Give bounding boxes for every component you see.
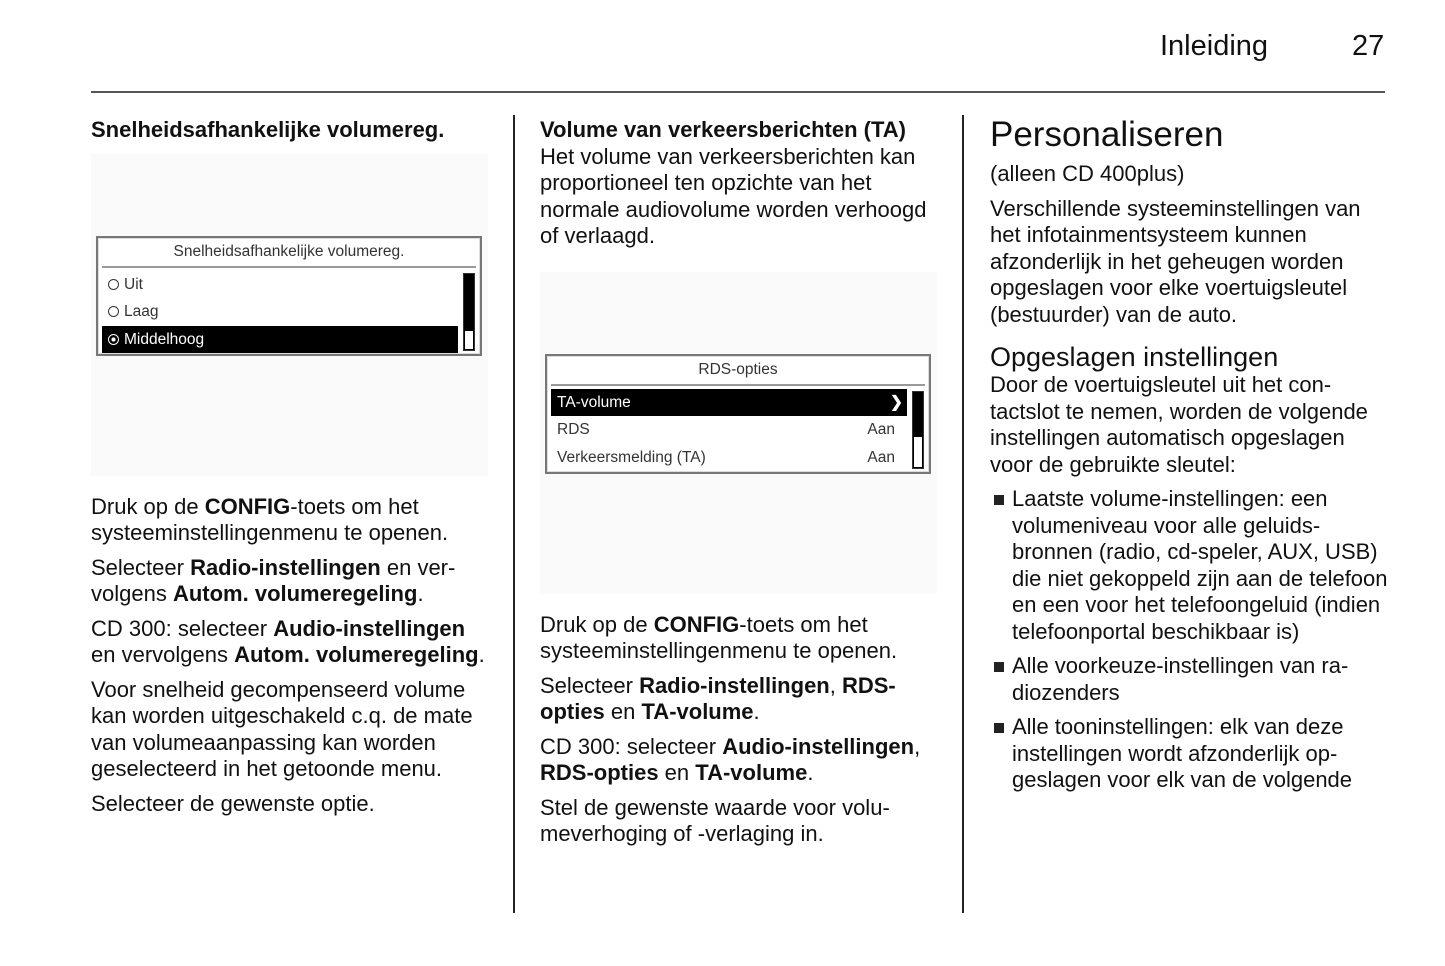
list-item: Laatste volume-instellingen: een volumeniveau voor alle geluidsbronnen (radio, cd-speler, AUX, USB) die niet gekoppeld zijn aan de telefoon en een voor het telefoongeluid (indien telefoonportal beschikbaar is) (990, 486, 1390, 645)
paragraph: Door de voertuigsleutel uit het contactslot te nemen, worden de volgende instellingen automatisch opgeslagen voor de gebruikte sleutel: (990, 372, 1368, 477)
paragraph: Voor snelheid gecompenseerd volume kan worden uitgeschakeld c.q. de mate van volumeaanpassing kan worden geselecteerd in het getoonde menu. (91, 676, 473, 781)
column-divider (513, 115, 515, 913)
menu-item-value: Aan (867, 421, 895, 438)
display-screen (96, 236, 482, 356)
menu-item-rds[interactable] (551, 416, 907, 444)
radio-icon (108, 279, 119, 290)
scrollbar[interactable] (912, 391, 924, 469)
option-label: Middelhoog (124, 330, 205, 348)
paragraph: Druk op de CONFIG-toets om het systeeminstellingenmenu te openen. (540, 611, 898, 663)
paragraph: Selecteer de gewenste optie. (91, 790, 375, 816)
column-2 (540, 117, 940, 856)
screen-title: Snelheidsafhankelijke volumereg. (102, 238, 476, 268)
column-1 (91, 117, 491, 825)
chevron-right-icon: ❯ (890, 393, 903, 411)
display-screen (545, 354, 931, 474)
menu-item-label: Verkeersmelding (TA) (557, 448, 706, 466)
radio-icon (108, 306, 119, 317)
paragraph: Druk op de CONFIG-toets om het systeeminstellingenmenu te openen. (91, 493, 449, 545)
column-divider (962, 115, 964, 913)
scrollbar-thumb[interactable] (914, 437, 922, 467)
menu-item-verkeersmelding[interactable] (551, 444, 907, 472)
screen-illustration (91, 154, 488, 476)
paragraph: Selecteer Radio-instellingen en vervolgens Autom. volumeregeling. (91, 554, 456, 606)
page-number: 27 (1352, 30, 1385, 62)
paragraph: CD 300: selecteer Audio-instellingen en vervolgens Autom. volumeregeling. (91, 615, 485, 667)
menu-item-label: TA-volume (557, 393, 631, 411)
paragraph: Verschillende systeeminstellingen van het infotainmentsysteem kunnen afzonderlijk in het geheugen worden opgeslagen voor elke voertuigsleutel (bestuurder) van de auto. (990, 195, 1361, 327)
section-heading: Volume van verkeersberichten (TA) (540, 117, 906, 142)
menu-item-value: Aan (867, 448, 895, 466)
section-heading: Opgeslagen instellingen (990, 342, 1279, 372)
menu-item-ta-volume[interactable] (551, 389, 907, 417)
paragraph: Het volume van verkeersberichten kan proportioneel ten opzichte van het normale audiovolume worden verhoogd of verlaagd. (540, 143, 927, 248)
column-3 (990, 115, 1390, 802)
paragraph: Stel de gewenste waarde voor volumeverhoging of -verlaging in. (540, 794, 890, 846)
screen-title: RDS-opties (551, 356, 925, 386)
option-label: Laag (124, 303, 159, 320)
screen-illustration (540, 272, 937, 594)
menu-item-label: RDS (557, 421, 590, 438)
bullet-list (990, 486, 1390, 794)
scrollbar[interactable] (463, 273, 475, 351)
list-item: Alle tooninstellingen: elk van deze instellingen wordt afzonderlijk opgeslagen voor elk van de volgende (990, 714, 1390, 794)
list-item: Alle voorkeuze-instellingen van radiozenders (990, 653, 1390, 706)
radio-selected-icon (108, 334, 119, 345)
option-middelhoog[interactable] (102, 326, 458, 354)
section-title: Inleiding (1160, 30, 1269, 62)
option-laag[interactable] (102, 298, 458, 326)
paragraph: CD 300: selecteer Audio-instellingen, RDS-opties en TA-volume. (540, 733, 921, 785)
subtitle: (alleen CD 400plus) (990, 161, 1185, 186)
scrollbar-thumb[interactable] (465, 331, 473, 349)
section-heading: Snelheidsafhankelijke volumereg. (91, 117, 445, 142)
header-divider (91, 91, 1385, 93)
paragraph: Selecteer Radio-instellingen, RDS-opties en TA-volume. (540, 672, 896, 724)
option-label: Uit (124, 275, 143, 293)
option-uit[interactable] (102, 271, 458, 299)
chapter-heading: Personaliseren (990, 115, 1224, 154)
